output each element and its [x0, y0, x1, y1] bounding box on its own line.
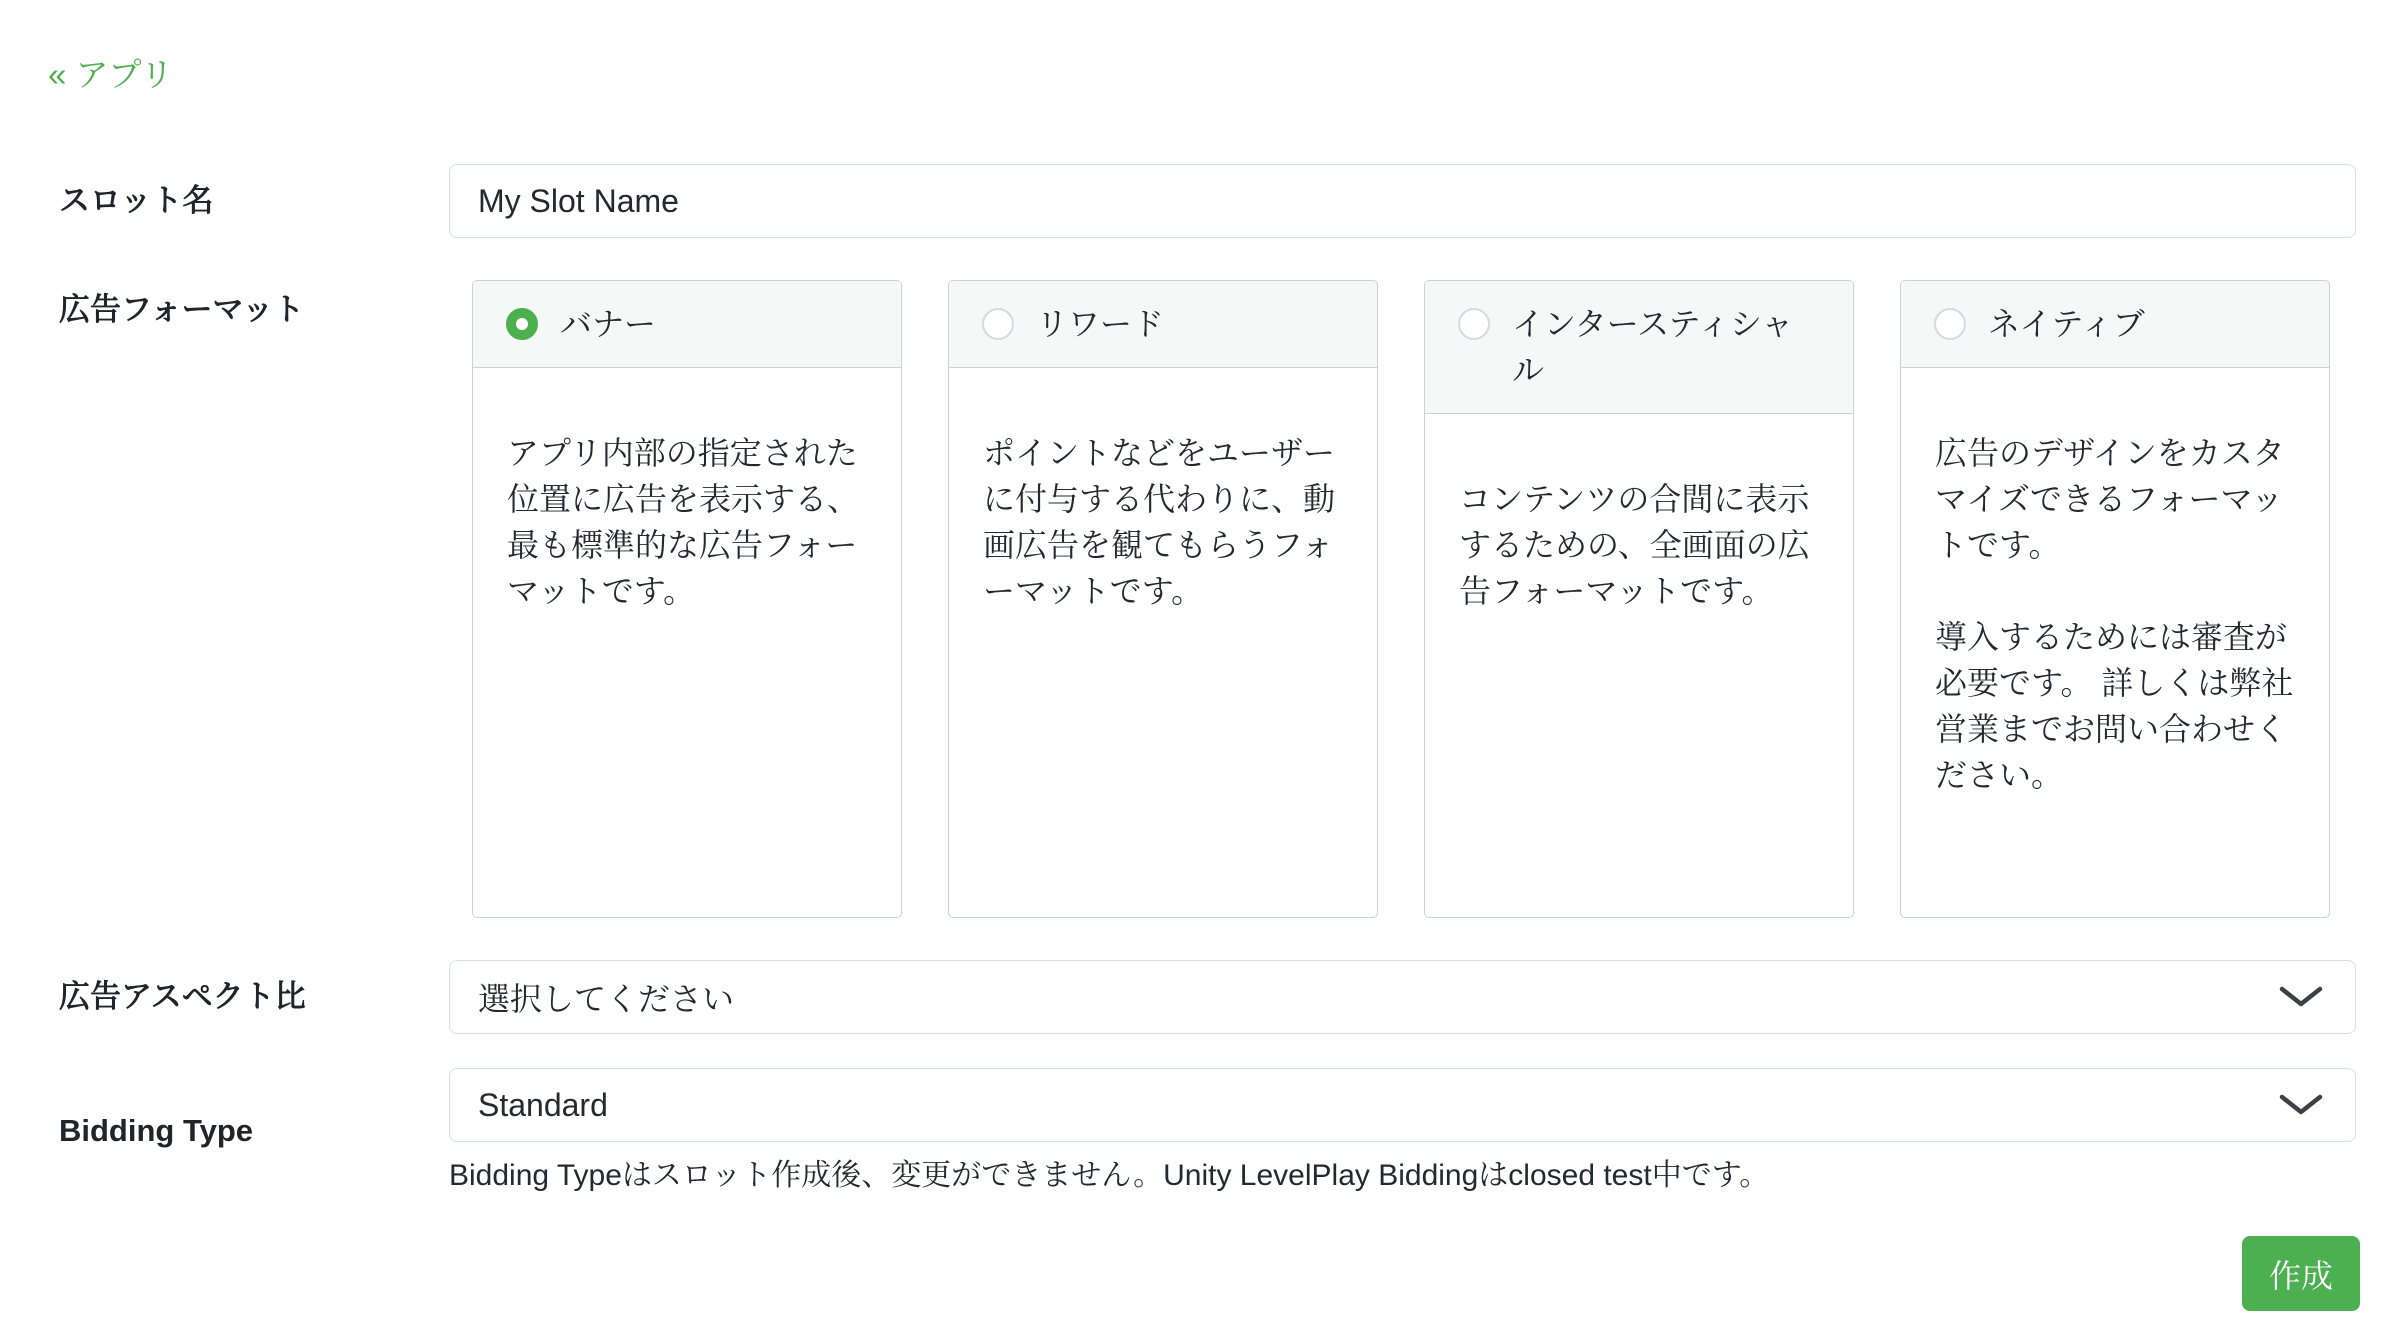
radio-unselected-icon[interactable]	[982, 308, 1014, 340]
ad-format-card-title: インタースティシャル	[1512, 306, 1794, 388]
bidding-type-row	[0, 1068, 2406, 1194]
slot-name-row	[0, 164, 2406, 238]
ad-format-card-interstitial[interactable]	[1424, 280, 1854, 918]
slot-name-label: スロット名	[59, 183, 214, 218]
bidding-type-label: Bidding Type	[59, 1113, 254, 1148]
ad-format-card-description: 広告のデザインをカスタマイズできるフォーマットです。	[1935, 435, 2285, 563]
chevron-down-icon	[2279, 985, 2323, 1009]
card-header[interactable]	[1901, 281, 2329, 368]
ad-format-card-title: ネイティブ	[1988, 306, 2145, 342]
create-button[interactable]: 作成	[2242, 1236, 2360, 1311]
card-body	[1425, 414, 1853, 614]
ad-format-card-description: ポイントなどをユーザーに付与する代わりに、動画広告を観てもらうフォーマットです。	[983, 435, 1336, 609]
aspect-ratio-row	[0, 960, 2406, 1034]
bidding-type-selected-value: Standard	[478, 1086, 608, 1123]
ad-format-card-title: バナー	[560, 306, 657, 342]
ad-format-card-description: コンテンツの合間に表示するための、全画面の広告フォーマットです。	[1459, 481, 1810, 609]
ad-format-card-description: 導入するためには審査が必要です。 詳しくは弊社営業までお問い合わせください。	[1935, 619, 2294, 793]
slot-form	[0, 164, 2406, 1311]
radio-unselected-icon[interactable]	[1934, 308, 1966, 340]
back-to-apps-link[interactable]: « アプリ	[48, 56, 174, 93]
aspect-ratio-label: 広告アスペクト比	[59, 979, 306, 1014]
bidding-type-select[interactable]	[449, 1068, 2356, 1142]
ad-format-card-description: アプリ内部の指定された位置に広告を表示する、最も標準的な広告フォーマットです。	[507, 435, 860, 609]
card-header[interactable]	[949, 281, 1377, 368]
ad-format-label: 広告フォーマット	[59, 292, 305, 327]
bidding-type-help-text: Bidding Typeはスロット作成後、変更ができません。Unity LevelPlay Biddingはclosed test中です。	[449, 1159, 1770, 1192]
card-body	[473, 368, 901, 614]
radio-selected-icon[interactable]	[506, 308, 538, 340]
ad-format-card-banner[interactable]	[472, 280, 902, 918]
card-body	[1901, 368, 2329, 798]
card-body	[949, 368, 1377, 614]
aspect-ratio-selected-value: 選択してください	[478, 981, 735, 1017]
ad-format-card-reward[interactable]	[948, 280, 1378, 918]
ad-format-row	[0, 280, 2406, 918]
ad-format-cards	[472, 280, 2356, 918]
card-header[interactable]	[1425, 281, 1853, 414]
card-header[interactable]	[473, 281, 901, 368]
chevron-down-icon	[2279, 1093, 2323, 1117]
radio-unselected-icon[interactable]	[1458, 308, 1490, 340]
ad-format-card-native[interactable]	[1900, 280, 2330, 918]
ad-format-card-title: リワード	[1036, 306, 1165, 342]
aspect-ratio-select[interactable]	[449, 960, 2356, 1034]
actions-row	[0, 1236, 2406, 1311]
slot-name-input[interactable]	[449, 164, 2356, 238]
